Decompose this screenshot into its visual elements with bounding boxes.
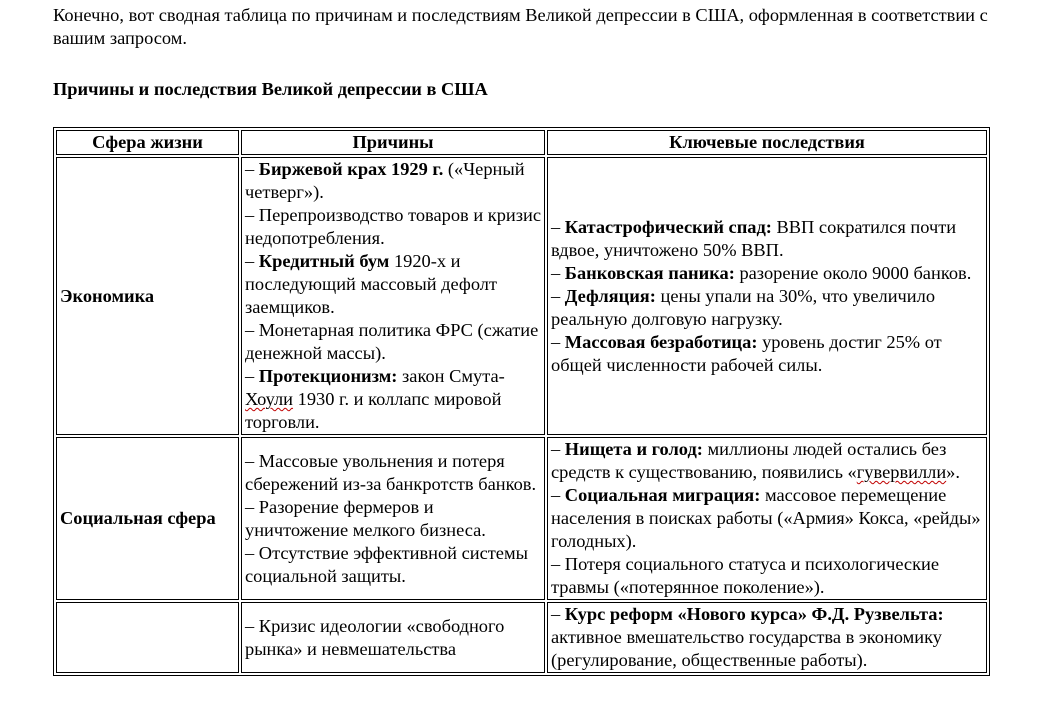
item-text: миллионы людей остались без средств к существованию, появились « <box>551 439 947 482</box>
item-dash: – <box>245 251 259 271</box>
item-text: Перепроизводство товаров и кризис недопотребления. <box>245 205 542 248</box>
table-header-row <box>56 130 987 155</box>
document-title: Причины и последствия Великой депрессии в США <box>53 79 488 99</box>
item-text: активное вмешательство государства в экономику (регулирование, общественные работы). <box>551 627 942 670</box>
causes-item <box>245 450 541 496</box>
effects-item <box>551 553 983 599</box>
item-text: закон Смута- <box>397 366 505 386</box>
effects-item <box>551 331 983 377</box>
item-bold-term: Курс реформ «Нового курса» Ф.Д. Рузвельта: <box>564 604 944 624</box>
item-text: цены упали на 30%, что увеличило реальную долговую нагрузку. <box>551 285 936 329</box>
item-dash: – <box>551 554 565 574</box>
effects-item <box>551 216 983 262</box>
item-dash: – <box>245 205 259 225</box>
item-dash: – <box>551 216 565 237</box>
item-text: разорение около 9000 банков. <box>734 262 972 283</box>
item-dash: – <box>245 159 259 179</box>
effects-cell <box>547 437 987 600</box>
sphere-cell: Социальная сфера <box>56 437 239 600</box>
item-text: массовое перемещение населения в поисках работы («Армия» Кокса, «рейды» голодных). <box>551 485 981 551</box>
item-text: Разорение фермеров и уничтожение мелкого бизнеса. <box>245 496 486 540</box>
causes-item <box>245 158 541 204</box>
sphere-cell <box>56 602 239 673</box>
causes-item <box>245 204 541 250</box>
item-bold-term: Нищета и голод: <box>564 439 703 459</box>
item-text: Монетарная политика ФРС (сжатие денежной массы). <box>245 320 539 363</box>
item-text: Потеря социального статуса и психологические травмы («потерянное поколение»). <box>551 554 940 597</box>
effects-item <box>551 438 983 484</box>
item-dash: – <box>245 320 259 340</box>
item-text: уровень достиг 25% от общей численности рабочей силы. <box>551 331 942 375</box>
item-dash: – <box>551 604 565 624</box>
header-effects: Ключевые последствия <box>547 130 987 155</box>
item-bold-term: Кредитный бум <box>258 251 390 271</box>
header-causes: Причины <box>241 130 545 155</box>
sphere-cell: Экономика <box>56 157 239 435</box>
causes-item <box>245 615 541 661</box>
item-text: ВВП сократился почти вдвое, уничтожено 50% ВВП. <box>551 216 957 260</box>
table-row <box>56 157 987 435</box>
causes-cell <box>241 437 545 600</box>
item-dash: – <box>551 285 565 306</box>
effects-item <box>551 603 983 672</box>
effects-cell <box>547 157 987 435</box>
summary-table <box>53 127 990 676</box>
effects-cell <box>547 602 987 673</box>
item-text: Отсутствие эффективной системы социальной защиты. <box>245 542 528 586</box>
item-dash: – <box>551 485 565 505</box>
item-bold-term: Банковская паника: <box>564 262 735 283</box>
causes-item <box>245 542 541 588</box>
item-text-tail: 1930 г. и коллапс мировой торговли. <box>245 389 502 432</box>
item-bold-term: Биржевой крах 1929 г. <box>258 159 444 179</box>
header-sphere: Сфера жизни <box>56 130 239 155</box>
table-row <box>56 437 987 600</box>
item-text: Кризис идеологии «свободного рынка» и невмешательства <box>245 615 505 659</box>
item-bold-term: Дефляция: <box>564 285 656 306</box>
spellcheck-flagged-word: гувервилли <box>856 462 947 482</box>
item-dash: – <box>551 439 565 459</box>
effects-item <box>551 262 983 285</box>
item-bold-term: Протекционизм: <box>258 366 398 386</box>
causes-item <box>245 365 541 434</box>
item-bold-term: Массовая безработица: <box>564 331 758 352</box>
effects-item <box>551 285 983 331</box>
causes-cell <box>241 602 545 673</box>
effects-item <box>551 484 983 553</box>
item-text: 1920-х и последующий массовый дефолт заемщиков. <box>245 251 497 317</box>
spellcheck-flagged-word: Хоули <box>245 389 294 409</box>
causes-item <box>245 496 541 542</box>
table-row <box>56 602 987 673</box>
item-text: («Черный четверг»). <box>245 159 525 202</box>
item-bold-term: Катастрофический спад: <box>564 216 772 237</box>
item-dash: – <box>551 331 565 352</box>
item-dash: – <box>551 262 565 283</box>
item-dash: – <box>245 450 259 471</box>
causes-item <box>245 250 541 319</box>
item-dash: – <box>245 496 259 517</box>
intro-paragraph: Конечно, вот сводная таблица по причинам и последствиям Великой депрессии в США, оформленная в соответствии с вашим запросом. <box>53 5 988 48</box>
causes-cell <box>241 157 545 435</box>
item-text-tail: ». <box>946 462 960 482</box>
item-dash: – <box>245 366 259 386</box>
item-dash: – <box>245 615 259 636</box>
item-text: Массовые увольнения и потеря сбережений из-за банкротств банков. <box>245 450 537 494</box>
item-dash: – <box>245 542 259 563</box>
item-bold-term: Социальная миграция: <box>564 485 761 505</box>
causes-item <box>245 319 541 365</box>
